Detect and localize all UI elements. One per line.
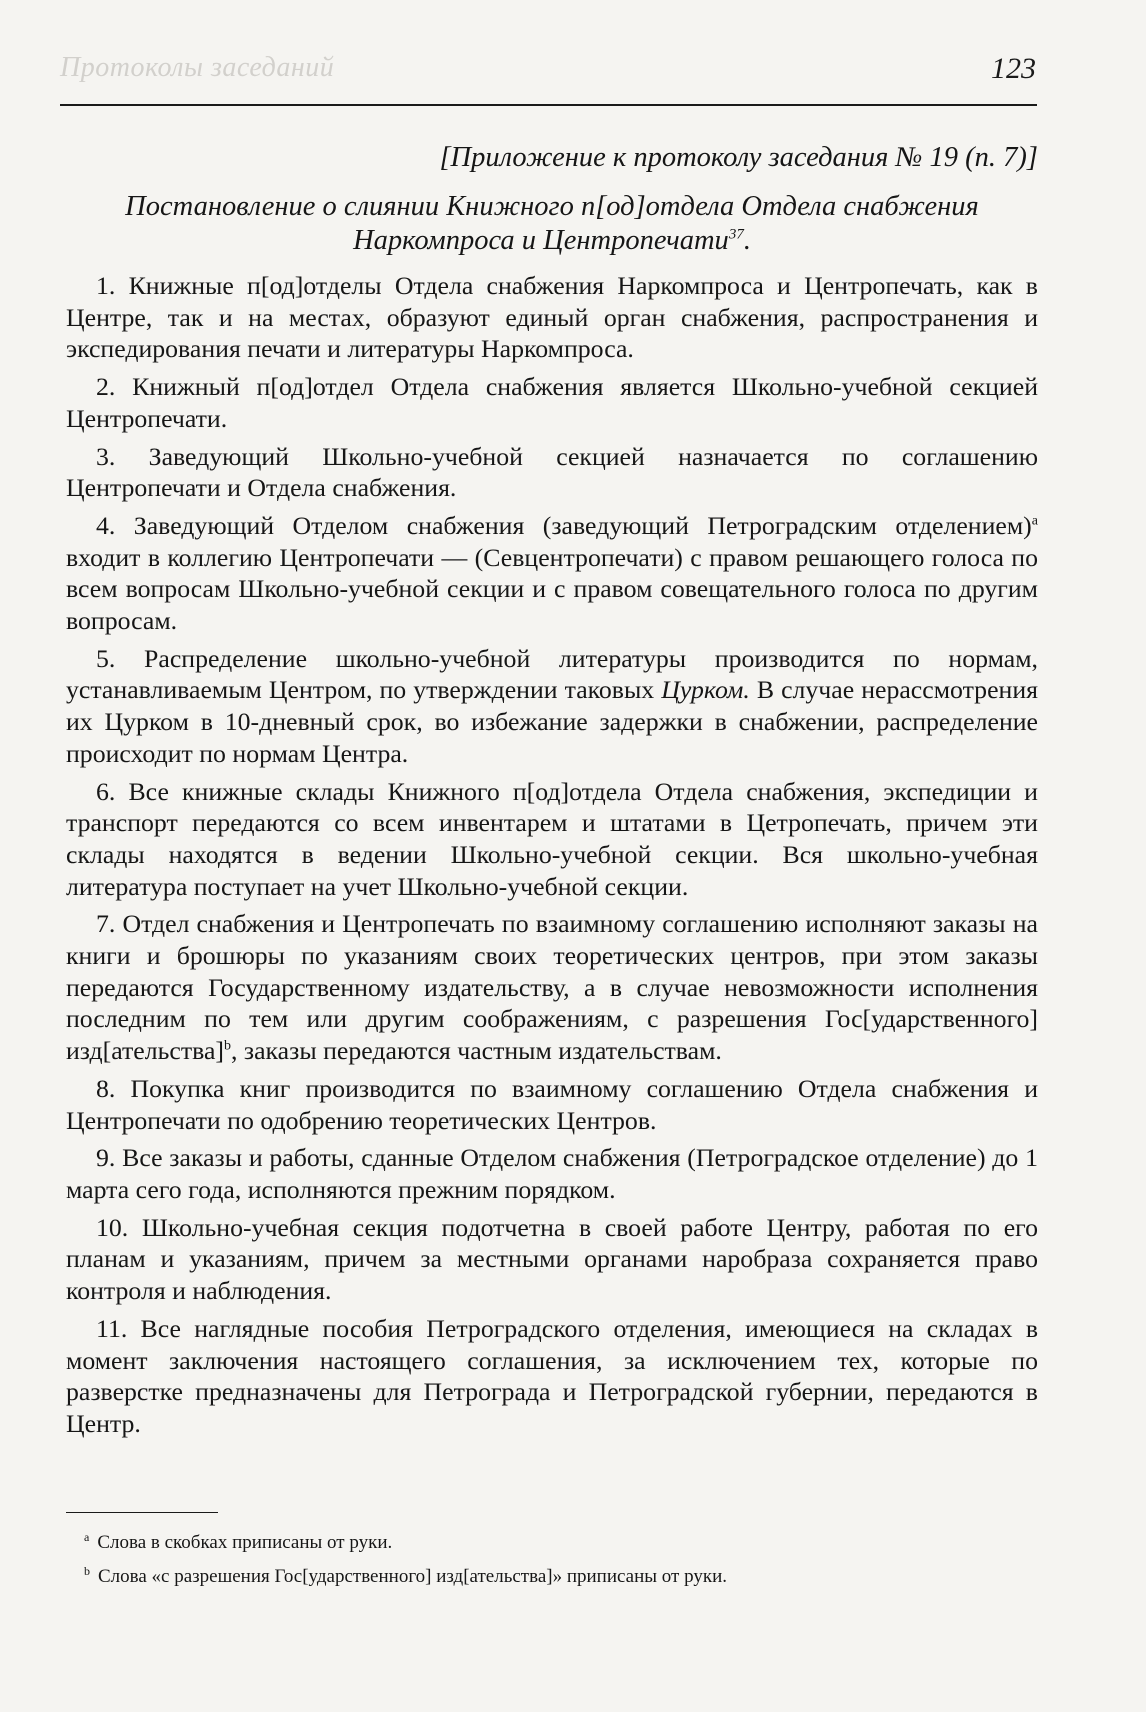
document-title [66,190,1038,258]
footnote-b-text: Слова «с разрешения Гос[ударственного] изд[ательства]» приписаны от руки. [98,1566,727,1587]
footnote-mark-a: a [84,1529,90,1544]
clause-7 [66,908,1038,1067]
clause-11: 11. Все наглядные пособия Петроградского отделения, имеющиеся на складах в момент заключения настоящего соглашения, за исключением тех, которые по разверстке предназначены для Петрограда и Петроградской губернии, передаются в Центр. [66,1313,1038,1438]
footnote-a [84,1526,1034,1560]
clause-1: 1. Книжные п[од]отделы Отдела снабжения Наркомпроса и Центропечать, как в Центре, так и на местах, образуют единый орган снабжения, распространения и экспедирования печати и литературы Наркомпроса. [66,271,1038,364]
footnote-a-text: Слова в скобках приписаны от руки. [97,1532,393,1553]
footnote-ref-b: b [224,1038,231,1054]
clause-5-text-a: 5. Распределение школьно-учебной литературы производится по нормам, устанавливаемым Центром, по утверждении таковых [66,643,1038,705]
endnote-ref: 37 [728,226,744,243]
clause-5-text-b: В случае нерассмотрения их Цурком в 10-дневный срок, во избежание задержки в снабжении, распределение происходит по нормам Центра. [66,675,1038,768]
clause-6: 6. Все книжные склады Книжного п[од]отдела Отдела снабжения, экспедиции и транспорт передаются со всем инвентарем и штатами в Цетропечать, причем эти склады находятся в ведении Школьно-учебной секции. Вся школьно-учебная литература поступает на учет Школьно-учебной секции. [66,776,1038,901]
clause-10: 10. Школьно-учебная секция подотчетна в своей работе Центру, работая по его планам и указаниям, причем за местными органами наробраза сохраняется право контроля и наблюдения. [66,1212,1038,1306]
clause-3: 3. Заведующий Школьно-учебной секцией назначается по соглашению Центропечати и Отдела снабжения. [66,441,1038,503]
clause-5 [66,643,1038,770]
footnote-ref-a: a [1031,513,1038,529]
clause-7-text-b: , заказы передаются частным издательствам. [231,1036,722,1066]
clause-8: 8. Покупка книг производится по взаимному соглашению Отдела снабжения и Центропечати по одобрению теоретических Центров. [66,1073,1038,1135]
appendix-title: [Приложение к протоколу заседания № 19 (п. 7)] [439,142,1038,173]
clause-9: 9. Все заказы и работы, сданные Отделом снабжения (Петроградское отделение) до 1 марта сего года, исполняются прежним порядком. [66,1143,1038,1204]
clause-2: 2. Книжный п[од]отдел Отдела снабжения является Школьно-учебной секцией Центропечати. [66,372,1038,433]
clause-4 [66,510,1038,637]
header-rule [60,104,1037,106]
document-title-end: . [743,225,751,256]
footnote-b [84,1560,1034,1594]
clause-5-emphasis: Цурком. [661,675,750,705]
document-title-text: Постановление о слиянии Книжного п[од]отдела Отдела снабжения Наркомпроса и Центропечати [125,191,979,256]
main-text [66,140,1038,1440]
footnotes [84,1526,1034,1594]
footnote-rule [66,1512,218,1513]
running-head: Протоколы заседаний [60,52,335,83]
clause-7-text-a: 7. Отдел снабжения и Центропечать по взаимному соглашению исполняют заказы на книги и брошюры по указаниям своих теоретических центров, при этом заказы передаются Государственному издательству, а в случае невозможности исполнения последним по тем или другим соображениям, с разрешения Гос[ударственного] изд[ательства] [66,909,1038,1066]
clause-4-text-b: входит в коллегию Центропечати — (Севцентропечати) с правом решающего голоса по всем вопросам Школьно-учебной секции и с правом совещательного голоса по другим вопросам. [66,542,1038,636]
clause-4-text-a: 4. Заведующий Отделом снабжения (заведующий Петроградским отделением) [96,510,1032,540]
footnote-mark-b: b [84,1563,90,1578]
page-number: 123 [991,52,1036,85]
